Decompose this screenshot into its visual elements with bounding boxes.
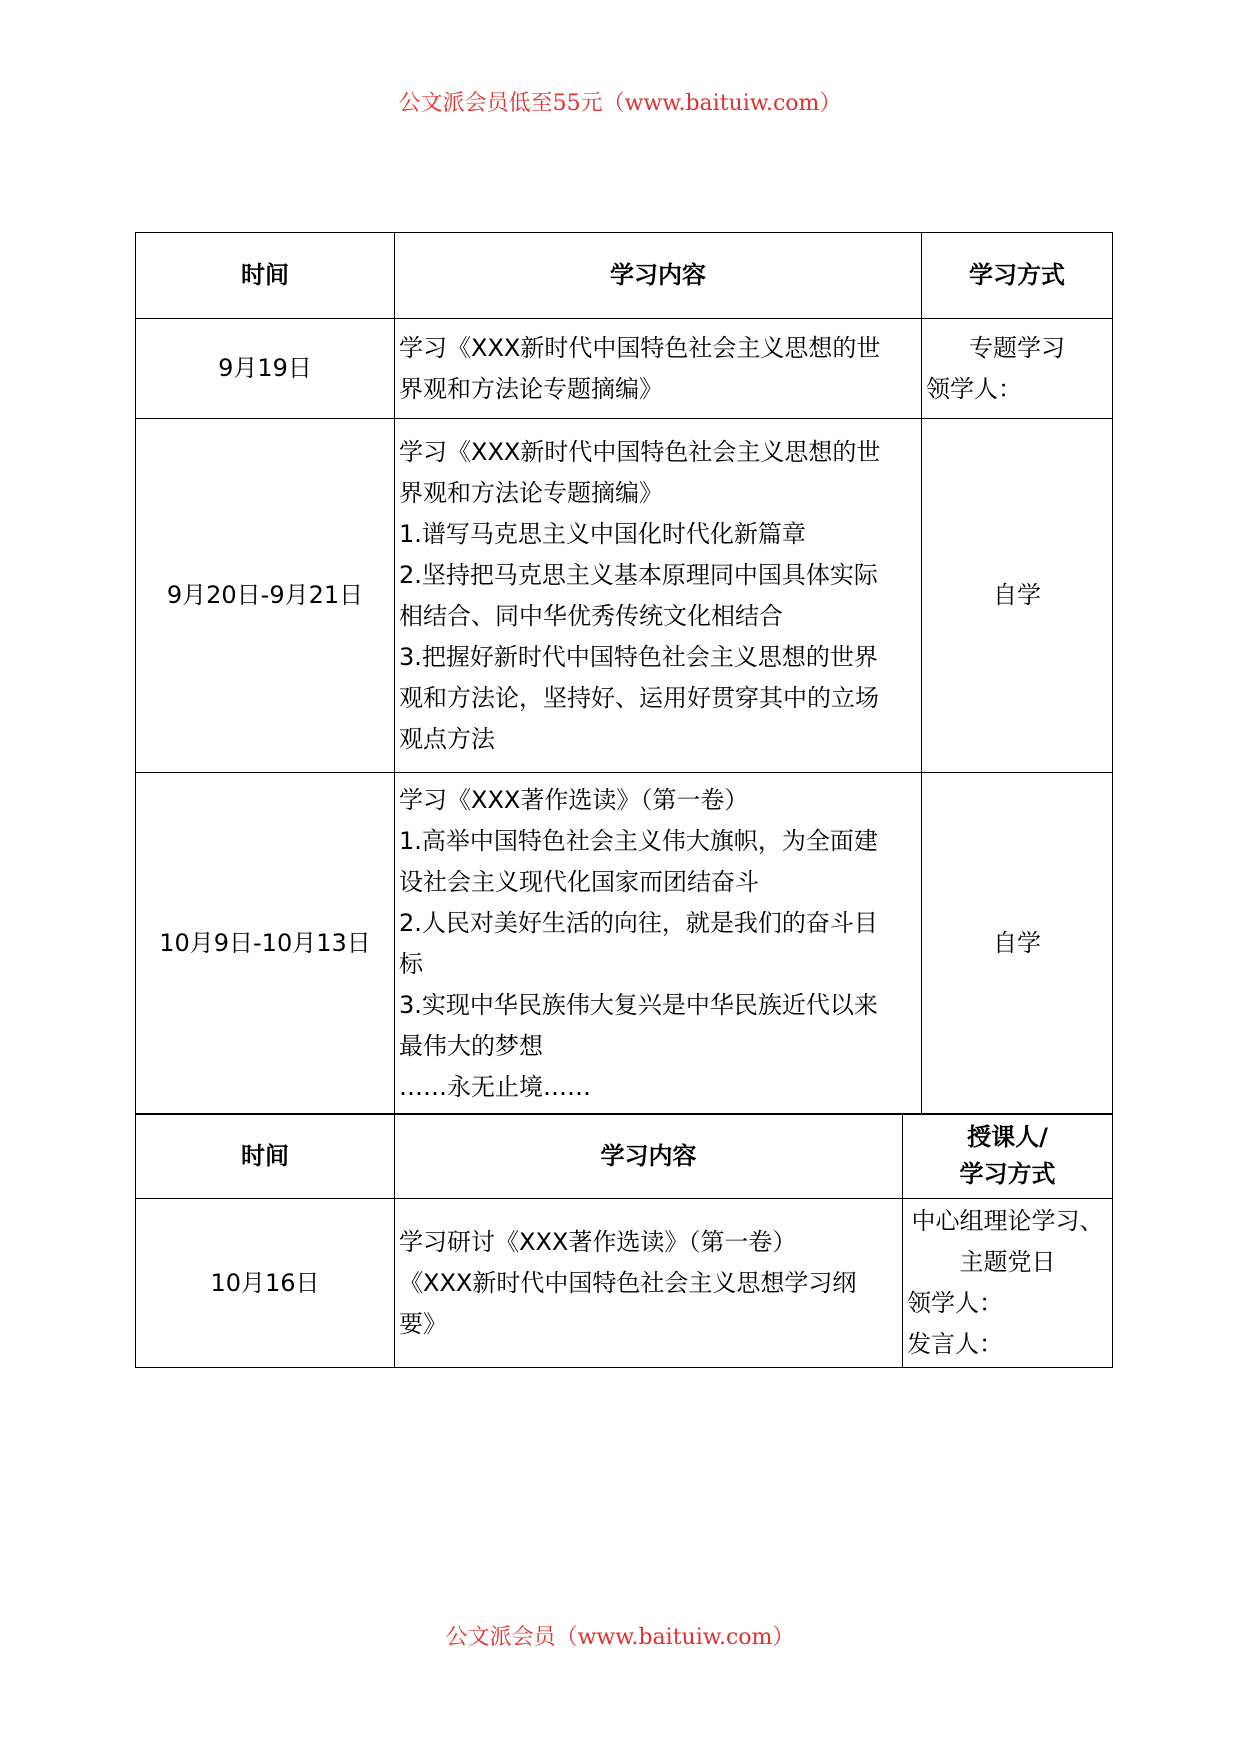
study-schedule-table — [135, 232, 1113, 1115]
content-line: 观点方法 — [399, 724, 495, 753]
content-line: 学习《XXX著作选读》（第一卷） — [399, 785, 749, 814]
footer-banner: 公文派会员（www.baituiw.com） — [445, 1625, 795, 1650]
header-content: 学习内容 — [395, 1114, 903, 1199]
row-method — [922, 773, 1113, 1115]
header-time: 时间 — [136, 233, 395, 319]
method-line: 发言人： — [907, 1330, 1003, 1358]
lecture-schedule-table — [135, 1113, 1113, 1368]
content-line: 2.人民对美好生活的向往，就是我们的奋斗目 — [399, 908, 878, 937]
method-line: 领学人： — [907, 1289, 1003, 1317]
method-line: 自学 — [993, 581, 1041, 609]
content-line: 《XXX新时代中国特色社会主义思想学习纲 — [399, 1268, 857, 1297]
row-time: 10月16日 — [136, 1199, 395, 1368]
row-time: 9月19日 — [136, 319, 395, 419]
table-row — [136, 419, 1113, 773]
content-line: 学习《XXX新时代中国特色社会主义思想的世 — [399, 333, 881, 362]
method-line: 专题学习 — [969, 333, 1065, 362]
row-method — [922, 319, 1113, 419]
method-line: 领学人： — [926, 374, 1022, 403]
row-time: 9月20日-9月21日 — [136, 419, 395, 773]
table-header-row — [136, 233, 1113, 319]
table-header-row — [136, 1114, 1113, 1199]
content-line: 学习研讨《XXX著作选读》（第一卷） — [399, 1227, 797, 1256]
content-line: 3.实现中华民族伟大复兴是中华民族近代以来 — [399, 990, 878, 1019]
method-line: 中心组理论学习、 — [911, 1207, 1104, 1235]
row-method — [903, 1199, 1113, 1368]
content-line: 2.坚持把马克思主义基本原理同中国具体实际 — [399, 560, 878, 589]
content-line: 标 — [399, 949, 423, 978]
header-method-line: 授课人/ — [967, 1123, 1048, 1151]
content-line: 1.高举中国特色社会主义伟大旗帜，为全面建 — [399, 826, 878, 855]
content-line: 界观和方法论专题摘编》 — [399, 478, 663, 507]
header-method — [903, 1114, 1113, 1199]
method-line: 自学 — [993, 929, 1041, 957]
header-method-line: 学习方式 — [959, 1160, 1056, 1188]
content-line: 观和方法论，坚持好、运用好贯穿其中的立场 — [399, 683, 879, 712]
content-line: 学习《XXX新时代中国特色社会主义思想的世 — [399, 437, 881, 466]
content-line: 相结合、同中华优秀传统文化相结合 — [399, 601, 783, 630]
table-row — [136, 319, 1113, 419]
row-content — [395, 1199, 903, 1368]
content-line: 设社会主义现代化国家而团结奋斗 — [399, 867, 759, 896]
header-time: 时间 — [136, 1114, 395, 1199]
table-row — [136, 1199, 1113, 1368]
content-line: 界观和方法论专题摘编》 — [399, 374, 663, 403]
method-line: 主题党日 — [959, 1248, 1056, 1276]
content-line: 最伟大的梦想 — [399, 1031, 543, 1060]
row-method — [922, 419, 1113, 773]
content-line: 1.谱写马克思主义中国化时代化新篇章 — [399, 519, 806, 548]
row-content — [395, 319, 922, 419]
row-time: 10月9日-10月13日 — [136, 773, 395, 1115]
table-row — [136, 773, 1113, 1115]
row-content — [395, 419, 922, 773]
header-banner: 公文派会员低至55元（www.baituiw.com） — [398, 91, 842, 116]
content-line: 要》 — [399, 1309, 447, 1338]
header-method: 学习方式 — [922, 233, 1113, 319]
content-line: 3.把握好新时代中国特色社会主义思想的世界 — [399, 642, 878, 671]
header-content: 学习内容 — [395, 233, 922, 319]
row-content — [395, 773, 922, 1115]
content-line: ……永无止境…… — [399, 1072, 591, 1101]
